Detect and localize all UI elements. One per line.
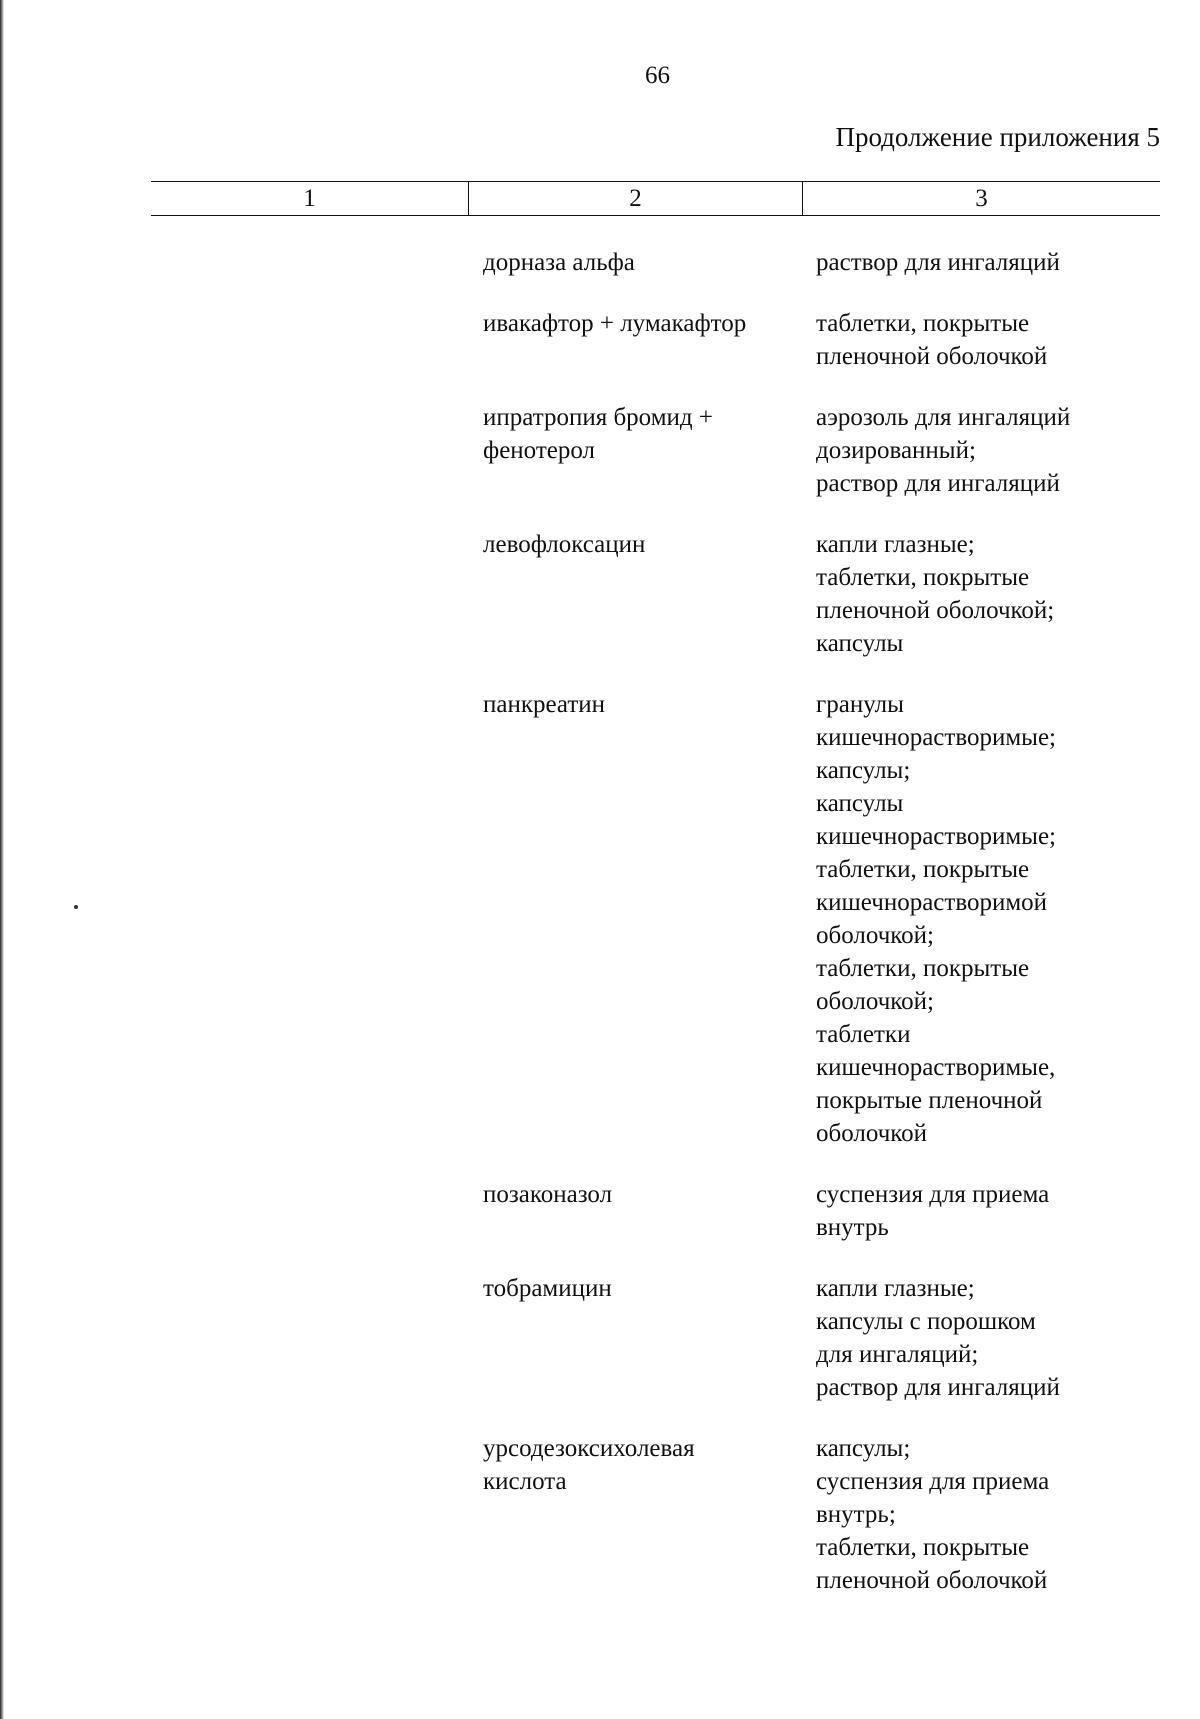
table-row bbox=[483, 1272, 1123, 1404]
dosage-form-line: капли глазные; bbox=[816, 531, 975, 558]
dosage-form-line: для ингаляций; bbox=[816, 1341, 979, 1368]
drug-name-line: левофлоксацин bbox=[483, 531, 646, 558]
scan-speck bbox=[74, 905, 78, 909]
dosage-form-line: пленочной оболочкой bbox=[816, 1567, 1048, 1594]
column-header-2: 2 bbox=[469, 182, 803, 215]
dosage-form-line: раствор для ингаляций bbox=[816, 1374, 1060, 1401]
dosage-form-line: внутрь; bbox=[816, 1501, 896, 1528]
page-number: 66 bbox=[645, 62, 670, 89]
dosage-form-line: таблетки, покрытые bbox=[816, 564, 1030, 591]
drug-name-line: урсодезоксихолевая bbox=[483, 1435, 695, 1462]
dosage-form-line: таблетки bbox=[816, 1021, 911, 1048]
dosage-forms bbox=[816, 1272, 1123, 1404]
dosage-form-line: раствор для ингаляций bbox=[816, 470, 1060, 497]
dosage-form-line: оболочкой bbox=[816, 1120, 928, 1147]
dosage-form-line: раствор для ингаляций bbox=[816, 249, 1060, 276]
dosage-forms bbox=[816, 1178, 1123, 1244]
dosage-form-line: суспензия для приема bbox=[816, 1468, 1050, 1495]
drug-name bbox=[483, 1178, 816, 1211]
column-header-3: 3 bbox=[975, 184, 988, 212]
drug-name-line: дорназа альфа bbox=[483, 249, 635, 276]
dosage-form-line: пленочной оболочкой bbox=[816, 343, 1048, 370]
table-row bbox=[483, 528, 1123, 660]
dosage-form-line: кишечнорастворимые; bbox=[816, 724, 1056, 751]
dosage-form-line: оболочкой; bbox=[816, 922, 934, 949]
dosage-form-line: капсулы; bbox=[816, 1435, 911, 1462]
drug-name bbox=[483, 246, 816, 279]
drug-name bbox=[483, 401, 816, 467]
dosage-form-line: таблетки, покрытые bbox=[816, 310, 1030, 337]
dosage-form-line: дозированный; bbox=[816, 437, 976, 464]
drug-name-line: ипратропия бромид + bbox=[483, 404, 713, 431]
drug-name-line: позаконазол bbox=[483, 1181, 613, 1208]
dosage-form-line: капсулы с порошком bbox=[816, 1308, 1036, 1335]
dosage-form-line: таблетки, покрытые bbox=[816, 856, 1030, 883]
table-body bbox=[483, 246, 1123, 1625]
dosage-form-line: капли глазные; bbox=[816, 1275, 975, 1302]
dosage-form-line: аэрозоль для ингаляций bbox=[816, 404, 1071, 431]
dosage-form-line: внутрь bbox=[816, 1214, 889, 1241]
dosage-form-line: кишечнорастворимые; bbox=[816, 823, 1056, 850]
dosage-form-line: капсулы bbox=[816, 790, 904, 817]
dosage-form-line: капсулы bbox=[816, 630, 904, 657]
dosage-form-line: таблетки, покрытые bbox=[816, 1534, 1030, 1561]
continuation-label: Продолжение приложения 5 bbox=[835, 122, 1160, 152]
dosage-form-line: пленочной оболочкой; bbox=[816, 597, 1055, 624]
dosage-form-line: гранулы bbox=[816, 691, 904, 718]
table-row bbox=[483, 688, 1123, 1150]
table-row bbox=[483, 246, 1123, 279]
dosage-forms bbox=[816, 246, 1123, 279]
dosage-form-line: покрытые пленочной bbox=[816, 1087, 1043, 1114]
dosage-form-line: оболочкой; bbox=[816, 988, 934, 1015]
table-row bbox=[483, 307, 1123, 373]
dosage-forms bbox=[816, 307, 1123, 373]
dosage-form-line: капсулы; bbox=[816, 757, 911, 784]
drug-name-line: панкреатин bbox=[483, 691, 606, 718]
table-row bbox=[483, 401, 1123, 500]
dosage-forms bbox=[816, 688, 1123, 1150]
scan-edge bbox=[0, 0, 4, 1719]
dosage-form-line: таблетки, покрытые bbox=[816, 955, 1030, 982]
drug-name bbox=[483, 688, 816, 721]
drug-name-line: тобрамицин bbox=[483, 1275, 612, 1302]
drug-name bbox=[483, 1272, 816, 1305]
dosage-forms bbox=[816, 1432, 1123, 1597]
table-row bbox=[483, 1178, 1123, 1244]
drug-name bbox=[483, 307, 816, 340]
drug-name-line: ивакафтор + лумакафтор bbox=[483, 310, 747, 337]
column-header-1: 1 bbox=[151, 182, 469, 215]
drug-name-line: фенотерол bbox=[483, 437, 596, 464]
dosage-form-line: суспензия для приема bbox=[816, 1181, 1050, 1208]
dosage-forms bbox=[816, 528, 1123, 660]
table-header-row bbox=[151, 181, 1160, 216]
dosage-form-line: кишечнорастворимые, bbox=[816, 1054, 1056, 1081]
dosage-forms bbox=[816, 401, 1123, 500]
drug-name bbox=[483, 1432, 816, 1498]
drug-name bbox=[483, 528, 816, 561]
drug-name-line: кислота bbox=[483, 1468, 567, 1495]
dosage-form-line: кишечнорастворимой bbox=[816, 889, 1048, 916]
table-row bbox=[483, 1432, 1123, 1597]
